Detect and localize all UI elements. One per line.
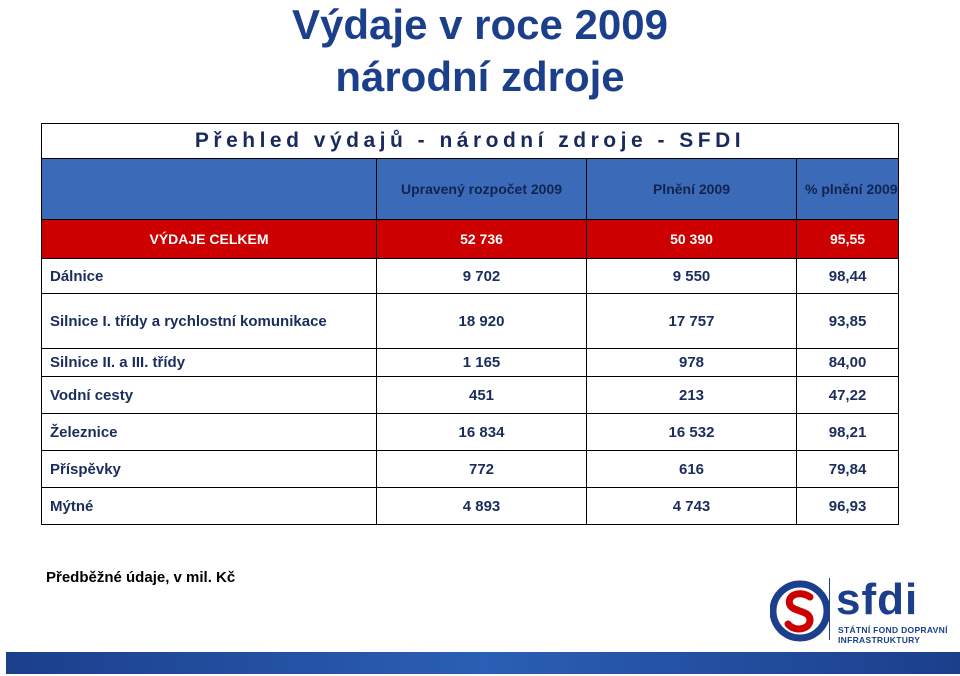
total-label: VÝDAJE CELKEM (42, 220, 377, 259)
page-subtitle: národní zdroje (335, 53, 625, 100)
row-percent: 98,44 (797, 259, 899, 294)
logo-subtitle-line1: STÁTNÍ FOND DOPRAVNÍ (838, 625, 948, 635)
row-budget: 772 (377, 451, 587, 488)
table-heading: Přehled výdajů - národní zdroje - SFDI (42, 124, 899, 159)
column-header-actual: Plnění 2009 (587, 159, 797, 220)
row-label: Železnice (42, 414, 377, 451)
expenditure-table (41, 123, 899, 525)
row-percent: 98,21 (797, 414, 899, 451)
logo-subtitle-line2: INFRASTRUKTURY (838, 635, 921, 645)
footer-bar (6, 652, 960, 674)
logo-wordmark: sfdi (836, 575, 919, 624)
row-percent: 93,85 (797, 294, 899, 349)
column-header-label (42, 159, 377, 220)
row-budget: 16 834 (377, 414, 587, 451)
column-header-percent: % plnění 2009 (797, 159, 899, 220)
row-budget: 451 (377, 377, 587, 414)
row-percent: 47,22 (797, 377, 899, 414)
logo-divider (829, 578, 830, 640)
total-actual: 50 390 (587, 220, 797, 259)
row-actual: 17 757 (587, 294, 797, 349)
column-headers (42, 159, 899, 220)
table-row (42, 377, 899, 414)
row-percent: 79,84 (797, 451, 899, 488)
table-row (42, 259, 899, 294)
row-budget: 18 920 (377, 294, 587, 349)
sfdi-s-logo-icon (770, 578, 830, 644)
row-label: Silnice II. a III. třídy (42, 349, 377, 377)
row-label: Vodní cesty (42, 377, 377, 414)
row-label: Dálnice (42, 259, 377, 294)
table-row (42, 451, 899, 488)
row-budget: 9 702 (377, 259, 587, 294)
row-budget: 4 893 (377, 488, 587, 525)
row-label: Příspěvky (42, 451, 377, 488)
footnote: Předběžné údaje, v mil. Kč (46, 569, 236, 586)
page-title: Výdaje v roce 2009 (292, 1, 668, 48)
table-row (42, 414, 899, 451)
total-percent: 95,55 (797, 220, 899, 259)
row-actual: 978 (587, 349, 797, 377)
row-actual: 9 550 (587, 259, 797, 294)
row-percent: 96,93 (797, 488, 899, 525)
table-row (42, 349, 899, 377)
row-budget: 1 165 (377, 349, 587, 377)
total-row (42, 220, 899, 259)
table-row (42, 488, 899, 525)
row-actual: 616 (587, 451, 797, 488)
row-actual: 213 (587, 377, 797, 414)
row-percent: 84,00 (797, 349, 899, 377)
total-budget: 52 736 (377, 220, 587, 259)
column-header-budget: Upravený rozpočet 2009 (377, 159, 587, 220)
row-actual: 16 532 (587, 414, 797, 451)
table-row (42, 294, 899, 349)
row-actual: 4 743 (587, 488, 797, 525)
row-label: Mýtné (42, 488, 377, 525)
row-label: Silnice I. třídy a rychlostní komunikace (42, 294, 377, 349)
